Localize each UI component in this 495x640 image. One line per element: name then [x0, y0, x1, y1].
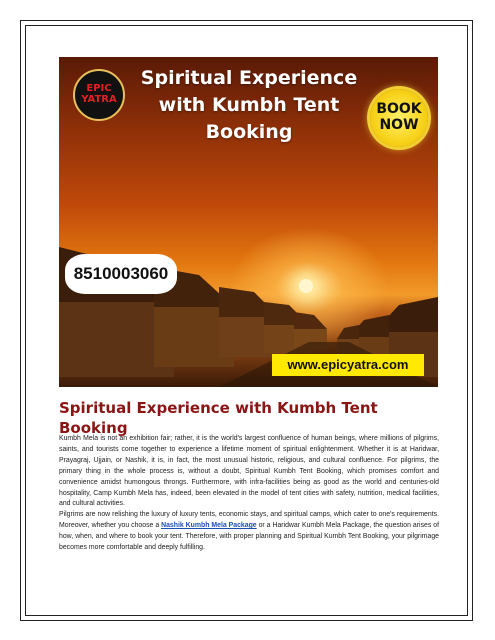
book-now-badge[interactable]: [370, 89, 428, 147]
banner-title-line3: Booking: [205, 121, 293, 143]
website-badge: www.epicyatra.com: [272, 354, 424, 376]
logo-text-line2: YATRA: [81, 94, 117, 105]
phone-number-badge: 8510003060: [65, 254, 177, 294]
nashik-kumbh-mela-package-link[interactable]: Nashik Kumbh Mela Package: [161, 522, 257, 530]
paragraph-2-text-after: or a Haridwar Kumbh Mela Package, the question arises of how, when, and where to book your tent. Therefore, with proper planning and Spiritual Kumbh Tent Booking, your pilgrimage becomes more comfortable and deeply fulfilling.: [59, 522, 440, 552]
hero-banner: [59, 57, 438, 387]
banner-title: [139, 65, 359, 146]
banner-title-line2: with Kumbh Tent: [158, 94, 340, 116]
article-paragraph-1: Kumbh Mela is not an exhibition fair; rather, it is the world's largest confluence of human beings, where millions of pilgrims, saints, and tourists come together to experience a lifetime moment of spiritual enlightenment. Whether it is at Haridwar, Prayagraj, Ujjain, or Nashik, it is, in fact, the most unusual historic, religious, and cultural confluence. For pilgrims, the primary thing in the whole process is, without a doubt, Spiritual Kumbh Tent Booking, which promises comfort and convenience amidst humongous throngs. Furthermore, with infra-facilities being as good as the world and centuries-old hospitality, Camp Kumbh Mela has, indeed, been elevated in the model of tent cities with safety, nutrition, medical facilities, and cultural activities.: [59, 435, 439, 508]
article-paragraph-2: [59, 510, 439, 554]
logo-text-line1: EPIC: [86, 83, 112, 94]
banner-title-line1: Spiritual Experience: [140, 67, 358, 89]
paragraph-2-text-before: Pilgrims are now relishing the luxury of luxury tents, economic stays, and spiritual camps, which cater to one's requirements. Moreover, whether you choose a: [59, 511, 439, 530]
book-now-line2: NOW: [379, 117, 419, 133]
book-now-line1: BOOK: [376, 101, 422, 117]
article-heading: Spiritual Experience with Kumbh Tent Booking: [59, 399, 378, 437]
epic-yatra-logo: [73, 69, 125, 121]
article-body: [59, 434, 439, 554]
